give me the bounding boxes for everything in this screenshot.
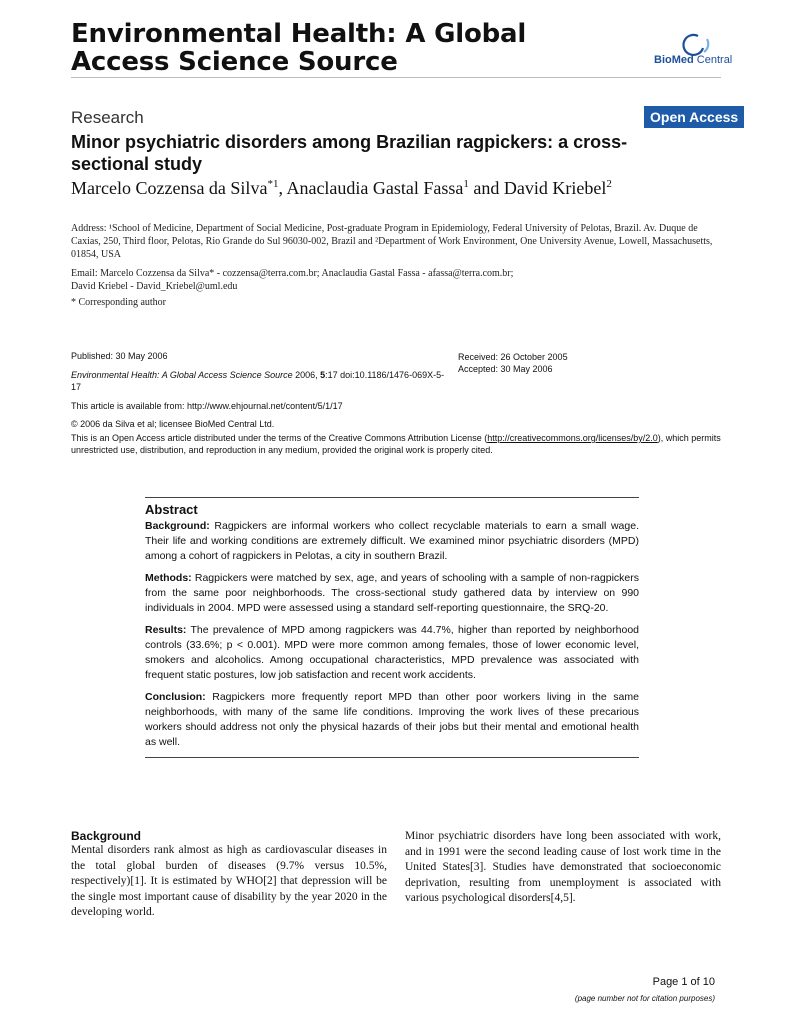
- author-list: Marcelo Cozzensa da Silva$^{*1}$, Anaclaudia Gastal Fassa$^1$ and David Kriebel$^2$: [71, 178, 612, 198]
- body-column-right: [405, 829, 721, 907]
- citation-volume: 5: [320, 370, 326, 380]
- citation: Environmental Health: A Global Access Science Source 2006, 5:17 doi:10.1186/1476-069X-5-17: [71, 370, 445, 392]
- section-type: Research: [71, 108, 144, 127]
- page-number: Page 1 of 10: [652, 976, 715, 988]
- author-name: David Kriebel: [503, 178, 607, 198]
- license-statement: This is an Open Access article distributed under the terms of the Creative Commons Attribution License (http://creativecommons.org/licenses/by/2.0), which permits unrestricted use, distribution, and reproduction in any medium, provided the original work is properly cited.: [71, 433, 721, 455]
- abstract: [145, 497, 639, 758]
- abstract-top-rule: [145, 497, 639, 498]
- author-address: Address: ¹School of Medicine, Department of Social Medicine, Post-graduate Program in Epidemiology, Federal University of Pelotas, Brazil. Av. Duque de Caxias, 250, Third floor, Pelotas, Rio Grande do Sul 96030-002, Brazil and ²Department of Work Environment, One University Avenue, Lowell, Massachusetts, 01854, USA: [71, 223, 713, 260]
- copyright: © 2006 da Silva et al; licensee BioMed Central Ltd.: [71, 419, 275, 429]
- published-date: Published: 30 May 2006: [71, 351, 168, 361]
- author-name: Anaclaudia Gastal Fassa: [286, 178, 464, 198]
- author-mark: 2: [606, 178, 612, 190]
- journal-title-line1: Environmental Health: A Global: [71, 19, 527, 49]
- body-paragraph: Mental disorders rank almost as high as cardiovascular diseases in the total global burden of diseases (9.7% versus 10.5%, respectively)[1]. It is estimated by WHO[2] that depression will be the single most important cause of disability by the year 2020 in the developing world.: [71, 844, 387, 918]
- citation-journal: Environmental Health: A Global Access Science Source: [71, 370, 293, 380]
- body-paragraph: Minor psychiatric disorders have long been associated with work, and in 1991 were the second leading cause of lost work time in the United States[3]. Studies have demonstrated that socioeconomic deprivation, resulting from unemployment is associated with various psychological disorders[4,5].: [405, 830, 721, 904]
- journal-title-line2: Access Science Source: [71, 47, 398, 77]
- page-number-note: (page number not for citation purposes): [574, 994, 715, 1003]
- license-link[interactable]: http://creativecommons.org/licenses/by/2.0: [487, 433, 658, 443]
- abstract-methods: Methods: Ragpickers were matched by sex, age, and years of schooling with a sample of non-ragpickers from the same poor neighborhoods. The cross-sectional study gathered data by interview on 990 individuals in 2004. MPD were assessed using a standard self-reporting questionnaire, the SRQ-20.: [145, 572, 639, 614]
- publisher-bio: Bio: [654, 54, 672, 66]
- publisher-central: Central: [693, 54, 733, 66]
- publisher-name: [654, 54, 732, 66]
- author-emails: [71, 267, 721, 293]
- corresponding-author-note: * Corresponding author: [71, 297, 166, 308]
- received-date: Received: 26 October 2005: [458, 352, 568, 362]
- article-url: This article is available from: http://www.ehjournal.net/content/5/1/17: [71, 401, 343, 411]
- email-line: David Kriebel - David_Kriebel@uml.edu: [71, 281, 238, 292]
- author-mark: 1: [463, 178, 469, 190]
- publisher-med: Med: [671, 54, 694, 66]
- header-divider: [71, 77, 721, 78]
- abstract-bottom-rule: [145, 757, 639, 758]
- abstract-background: Background: Ragpickers are informal workers who collect recyclable materials to earn a small wage. Their life and working conditions are extremely difficult. We examined minor psychiatric disorders (MPD) among a cohort of ragpickers in Pelotas, a city in southern Brazil.: [145, 520, 639, 562]
- abstract-conclusion: Conclusion: Ragpickers more frequently report MPD than other poor workers living in the same neighborhoods, with many of the same life conditions. Improving the work lives of these precarious workers should address not only the physical hazards of their jobs but their mental and emotional health as well.: [145, 691, 639, 748]
- email-line: Email: Marcelo Cozzensa da Silva* - cozzensa@terra.com.br; Anaclaudia Gastal Fassa - afassa@terra.com.br;: [71, 268, 514, 279]
- body-column-left: [71, 829, 387, 921]
- journal-title: [71, 20, 591, 76]
- abstract-results: Results: The prevalence of MPD among ragpickers was 44.7%, higher than reported by neighborhood controls (33.6%; p < 0.001). MPD were more common among females, those of lower economic level, smokers and alcoholics. Among occupational characteristics, MPD prevalence was associated with frequent static postures, low job satisfaction and recent work accidents.: [145, 624, 639, 681]
- article-title: Minor psychiatric disorders among Brazilian ragpickers: a cross-sectional study: [71, 132, 628, 174]
- accepted-date: Accepted: 30 May 2006: [458, 364, 553, 374]
- background-heading: Background: [71, 829, 142, 843]
- author-name: Marcelo Cozzensa da Silva: [71, 178, 268, 198]
- abstract-heading: Abstract: [145, 502, 198, 517]
- open-access-badge: Open Access: [644, 106, 744, 128]
- received-accepted-dates: [458, 351, 568, 375]
- author-mark: *1: [267, 178, 279, 190]
